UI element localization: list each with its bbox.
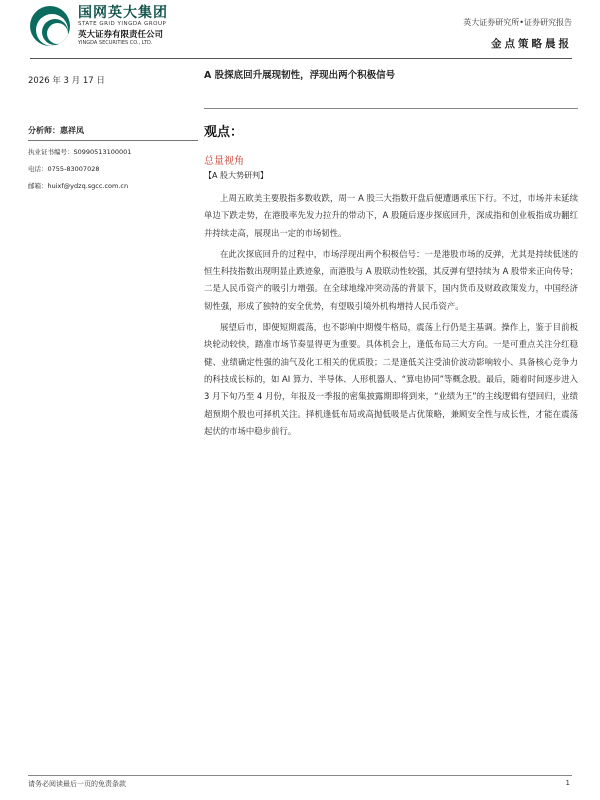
analyst-divider [28,140,198,141]
group-name-cn: 国网英大集团 [78,5,168,21]
company-name-cn: 英大证券有限责任公司 [78,29,164,40]
view-heading: 观点： [204,125,244,140]
report-series: 金点策略晨报 [491,38,572,50]
body-paragraph: 在此次探底回升的过程中，市场浮现出两个积极信号：一是港股市场的反弹，尤其是持续低迷的恒生科技指数出现明显止跌迹象，而港股与 A 股联动性较强，其反弹有望持续为 A 股带来正向传导；二是人民币资产的吸引力增强。在全球地缘冲突动荡的背景下，国内货币及财政政策发力，中国经济韧性强，形成了独特的安全优势，有望吸引境外机构增持人民币资产。 [204,248,578,311]
report-body [204,190,578,444]
group-name-en: STATE GRID YINGDA GROUP [78,21,167,27]
title-divider [204,108,578,109]
analyst-license: 执业证书编号：S0990513100001 [28,148,132,156]
research-dept: 英大证券研究所•证券研究报告 [463,18,572,27]
report-date: 2026 年 3 月 17 日 [28,76,105,86]
disclaimer-note: 请务必阅读最后一页的免责条款 [28,780,126,788]
section-heading: 总量视角 [204,156,244,167]
page-number: 1 [565,779,570,787]
analyst-email: 邮箱：huixf@ydzq.sgcc.com.cn [28,182,129,190]
body-paragraph: 展望后市，即便短期震荡，也不影响中期慢牛格局，震荡上行仍是主基调。操作上，鉴于目前板块轮动较快，踏准市场节奏显得更为重要。具体机会上，逢低布局三大方向。一是可重点关注分红稳健、业绩确定性强的油气及化工相关的优质股；二是逢低关注受油价波动影响较小、具备核心竞争力的科技成长标的，如 AI 算力、半导体、人形机器人、“算电协同”等概念股。最后，随着时间逐步进入 3 月下旬乃至 4 月份，年报及一季报的密集披露期即将到来，“业绩为王”的主线逻辑有望回归，业绩超预期个股也可择机关注。择机逢低布局或高抛低吸是占优策略，兼顾安全性与成长性，才能在震荡起伏的市场中稳步前行。 [204,322,578,436]
header-divider [30,58,572,59]
company-name-en: YINGDA SECURITIES CO., LTD. [78,40,153,46]
company-logo [30,6,168,46]
analyst-info [28,125,198,198]
report-title: A 股探底回升展现韧性，浮现出两个积极信号 [204,70,396,81]
report-header [463,17,572,51]
body-paragraph: 上周五欧美主要股指多数收跌，周一 A 股三大指数开盘后便遭遇承压下行。不过，市场并未延续单边下跌走势，在港股率先发力拉升的带动下，A 股随后逐步探底回升，深成指和创业板指成功翻红并持续走高，展现出一定的市场韧性。 [204,193,578,238]
analyst-name: 分析师：惠祥凤 [28,126,84,135]
footer-divider [28,775,572,776]
topic-tag: 【A 股大势研判】 [204,171,269,180]
analyst-phone: 电话：0755-83007028 [28,165,100,173]
state-grid-logo-icon [30,6,70,46]
